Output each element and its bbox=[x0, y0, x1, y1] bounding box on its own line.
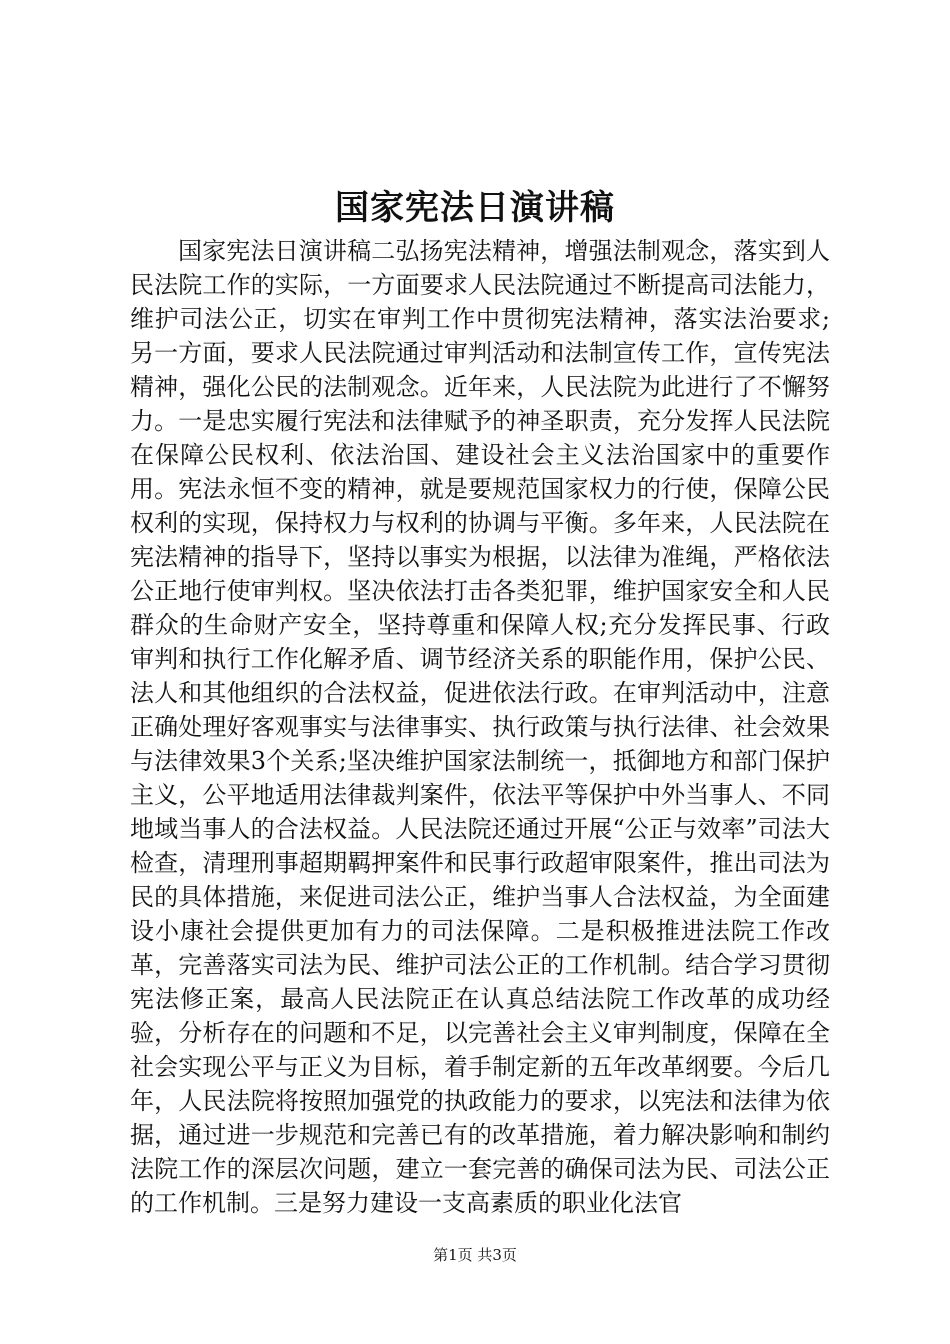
document-title: 国家宪法日演讲稿 bbox=[335, 188, 615, 228]
page-footer: 第1页 共3页 bbox=[433, 1246, 517, 1264]
document-body-paragraph: 国家宪法日演讲稿二弘扬宪法精神，增强法制观念，落实到人民法院工作的实际，一方面要求人民法院通过不断提高司法能力，维护司法公正，切实在审判工作中贯彻宪法精神，落实法治要求;另一方面，要求人民法院通过审判活动和法制宣传工作，宣传宪法精神，强化公民的法制观念。近年来，人民法院为此进行了不懈努力。一是忠实履行宪法和法律赋予的神圣职责，充分发挥人民法院在保障公民权利、依法治国、建设社会主义法治国家中的重要作用。宪法永恒不变的精神，就是要规范国家权力的行使，保障公民权利的实现，保持权力与权利的协调与平衡。多年来，人民法院在宪法精神的指导下，坚持以事实为根据，以法律为准绳，严格依法公正地行使审判权。坚决依法打击各类犯罪，维护国家安全和人民群众的生命财产安全，坚持尊重和保障人权;充分发挥民事、行政审判和执行工作化解矛盾、调节经济关系的职能作用，保护公民、法人和其他组织的合法权益，促进依法行政。在审判活动中，注意正确处理好客观事实与法律事实、执行政策与执行法律、社会效果与法律效果3个关系;坚决维护国家法制统一，抵御地方和部门保护主义，公平地适用法律裁判案件，依法平等保护中外当事人、不同地域当事人的合法权益。人民法院还通过开展“公正与效率”司法大检查，清理刑事超期羁押案件和民事行政超审限案件，推出司法为民的具体措施，来促进司法公正，维护当事人合法权益，为全面建设小康社会提供更加有力的司法保障。二是积极推进法院工作改革，完善落实司法为民、维护司法公正的工作机制。结合学习贯彻宪法修正案，最高人民法院正在认真总结法院工作改革的成功经验，分析存在的问题和不足，以完善社会主义审判制度，保障在全社会实现公平与正义为目标，着手制定新的五年改革纲要。今后几年，人民法院将按照加强党的执政能力的要求，以宪法和法律为依据，通过进一步规范和完善已有的改革措施，着力解决影响和制约法院工作的深层次问题，建立一套完善的确保司法为民、司法公正的工作机制。三是努力建设一支高素质的职业化法官 bbox=[130, 237, 830, 1217]
